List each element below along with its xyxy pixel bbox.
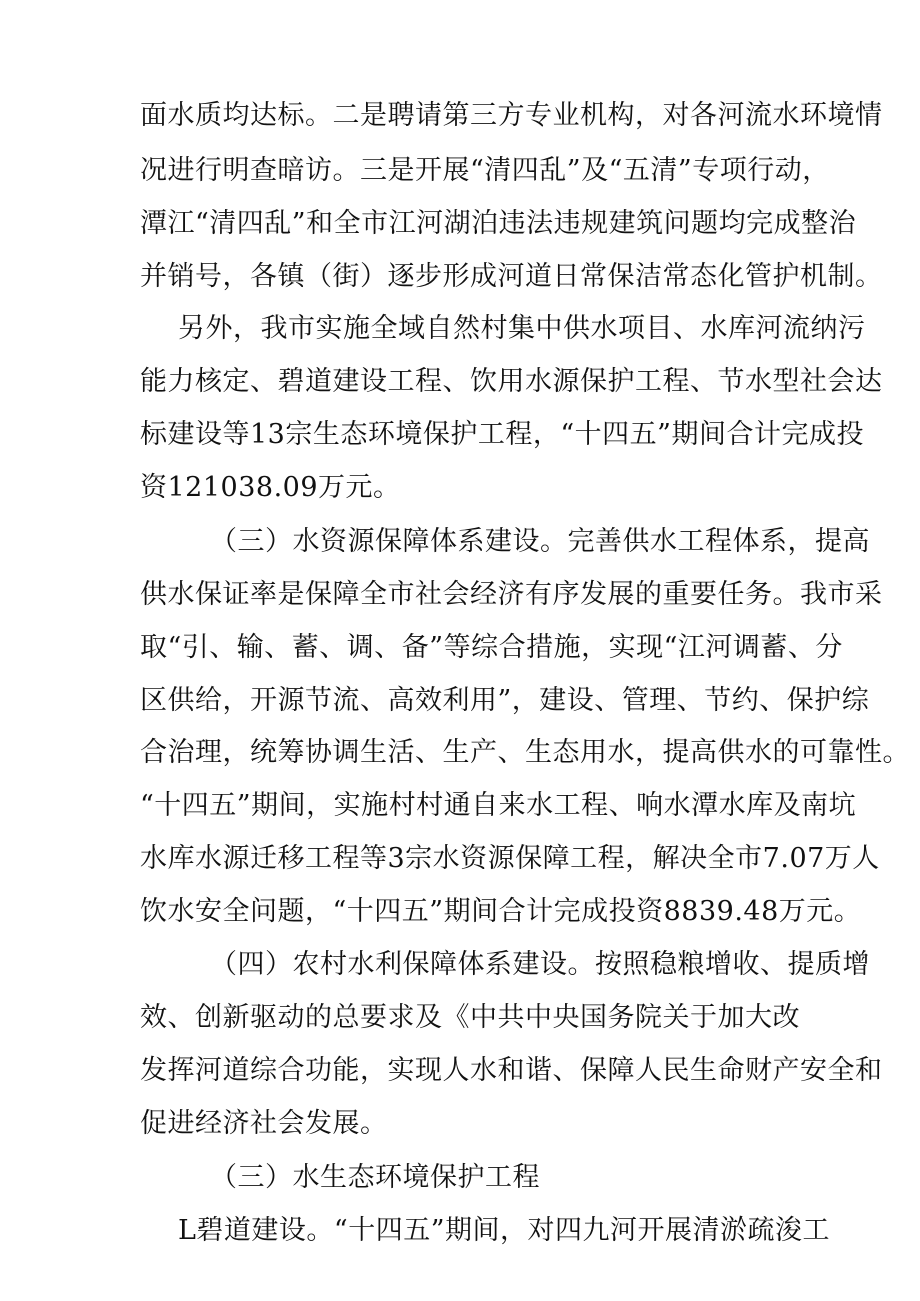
- text-line: 能力核定、碧道建设工程、饮用水源保护工程、节水型社会达: [140, 366, 883, 397]
- text-line: “十四五”期间，实施村村通自来水工程、响水潭水库及南坑: [140, 790, 857, 821]
- text-line: 潭江“清四乱”和全市江河湖泊违法违规建筑问题均完成整治: [140, 208, 857, 239]
- text-line: L碧道建设。“十四五”期间，对四九河开展清淤疏浚工: [178, 1215, 831, 1246]
- text-line: 供水保证率是保障全市社会经济有序发展的重要任务。我市采: [140, 579, 883, 610]
- text-line: 饮水安全问题，“十四五”期间合计完成投资8839.48万元。: [140, 896, 862, 927]
- text-line: 资121038.09万元。: [140, 472, 401, 503]
- text-line: 标建设等13宗生态环境保护工程，“十四五”期间合计完成投: [140, 419, 864, 450]
- text-line: 取“引、输、蓄、调、备”等综合措施，实现“江河调蓄、分: [140, 632, 843, 663]
- text-line: 促进经济社会发展。: [140, 1108, 388, 1139]
- text-line: 另外，我市实施全域自然村集中供水项目、水库河流纳污: [178, 313, 866, 344]
- section-heading: （三）水生态环境保护工程: [210, 1162, 540, 1193]
- text-line: 面水质均达标。二是聘请第三方专业机构，对各河流水环境情: [140, 100, 883, 131]
- text-line: 效、创新驱动的总要求及《中共中央国务院关于加大改: [140, 1002, 800, 1033]
- text-line: 合治理，统筹协调生活、生产、生态用水，提高供水的可靠性。: [140, 737, 910, 768]
- text-line: 区供给，开源节流、高效利用”，建设、管理、节约、保护综: [140, 685, 870, 716]
- text-line: 水库水源迁移工程等3宗水资源保障工程，解决全市7.07万人: [140, 843, 880, 874]
- text-line: 并销号，各镇（街）逐步形成河道日常保洁常态化管护机制。: [140, 261, 883, 292]
- text-line: 发挥河道综合功能，实现人水和谐、保障人民生命财产安全和: [140, 1055, 883, 1086]
- text-line: （四）农村水利保障体系建设。按照稳粮增收、提质增: [210, 949, 870, 980]
- text-line: 况进行明查暗访。三是开展“清四乱”及“五清”专项行动，: [140, 155, 830, 186]
- text-line: （三）水资源保障体系建设。完善供水工程体系，提高: [210, 526, 870, 557]
